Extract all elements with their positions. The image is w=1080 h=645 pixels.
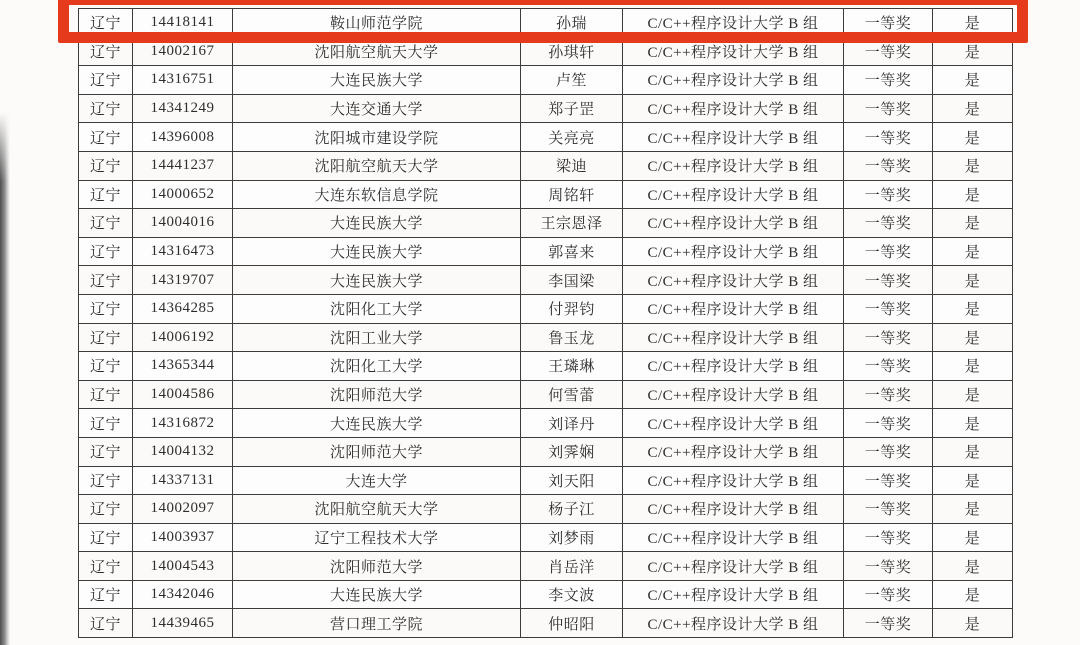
cell-province: 辽宁	[79, 266, 133, 295]
cell-event: C/C++程序设计大学 B 组	[623, 237, 844, 266]
cell-confirmed: 是	[933, 580, 1013, 609]
cell-province: 辽宁	[79, 66, 133, 95]
cell-student_id: 14004586	[133, 380, 233, 409]
cell-province: 辽宁	[79, 609, 133, 638]
cell-province: 辽宁	[79, 9, 133, 38]
cell-confirmed: 是	[933, 266, 1013, 295]
cell-province: 辽宁	[79, 523, 133, 552]
table-row	[79, 523, 1013, 552]
cell-school: 大连民族大学	[233, 266, 521, 295]
cell-confirmed: 是	[933, 552, 1013, 581]
cell-event: C/C++程序设计大学 B 组	[623, 266, 844, 295]
cell-event: C/C++程序设计大学 B 组	[623, 466, 844, 495]
table-row	[79, 123, 1013, 152]
cell-award: 一等奖	[844, 552, 933, 581]
cell-school: 大连大学	[233, 466, 521, 495]
cell-student_name: 孙瑞	[521, 9, 623, 38]
cell-award: 一等奖	[844, 237, 933, 266]
cell-confirmed: 是	[933, 495, 1013, 524]
cell-student_id: 14441237	[133, 151, 233, 180]
cell-event: C/C++程序设计大学 B 组	[623, 180, 844, 209]
cell-school: 沈阳师范大学	[233, 380, 521, 409]
award-table	[78, 8, 1013, 638]
cell-event: C/C++程序设计大学 B 组	[623, 123, 844, 152]
cell-province: 辽宁	[79, 409, 133, 438]
cell-award: 一等奖	[844, 266, 933, 295]
cell-confirmed: 是	[933, 466, 1013, 495]
table-row	[79, 437, 1013, 466]
cell-confirmed: 是	[933, 94, 1013, 123]
cell-event: C/C++程序设计大学 B 组	[623, 552, 844, 581]
table-row	[79, 495, 1013, 524]
cell-school: 大连民族大学	[233, 237, 521, 266]
cell-student_id: 14002167	[133, 37, 233, 66]
table-row	[79, 552, 1013, 581]
cell-student_id: 14364285	[133, 294, 233, 323]
cell-student_name: 杨子江	[521, 495, 623, 524]
cell-school: 沈阳工业大学	[233, 323, 521, 352]
table-row	[79, 9, 1013, 38]
cell-student_name: 卢笙	[521, 66, 623, 95]
table-row	[79, 352, 1013, 381]
cell-school: 大连民族大学	[233, 209, 521, 238]
cell-student_id: 14365344	[133, 352, 233, 381]
cell-province: 辽宁	[79, 151, 133, 180]
table-row	[79, 94, 1013, 123]
cell-school: 沈阳航空航天大学	[233, 151, 521, 180]
cell-award: 一等奖	[844, 523, 933, 552]
cell-student_name: 郑子罡	[521, 94, 623, 123]
cell-student_name: 刘译丹	[521, 409, 623, 438]
cell-event: C/C++程序设计大学 B 组	[623, 66, 844, 95]
cell-award: 一等奖	[844, 94, 933, 123]
cell-award: 一等奖	[844, 151, 933, 180]
cell-student_id: 14004543	[133, 552, 233, 581]
page-edge-shadow-fade	[0, 112, 12, 182]
cell-school: 沈阳航空航天大学	[233, 495, 521, 524]
cell-event: C/C++程序设计大学 B 组	[623, 380, 844, 409]
cell-event: C/C++程序设计大学 B 组	[623, 495, 844, 524]
cell-confirmed: 是	[933, 294, 1013, 323]
cell-student_id: 14004016	[133, 209, 233, 238]
cell-event: C/C++程序设计大学 B 组	[623, 580, 844, 609]
table-row	[79, 180, 1013, 209]
cell-student_name: 仲昭阳	[521, 609, 623, 638]
cell-student_name: 王璘琳	[521, 352, 623, 381]
cell-confirmed: 是	[933, 437, 1013, 466]
table-row	[79, 466, 1013, 495]
cell-event: C/C++程序设计大学 B 组	[623, 352, 844, 381]
table-row	[79, 151, 1013, 180]
cell-student_name: 刘梦雨	[521, 523, 623, 552]
table-row	[79, 409, 1013, 438]
cell-student_name: 王宗恩泽	[521, 209, 623, 238]
cell-student_name: 李文波	[521, 580, 623, 609]
cell-student_name: 刘天阳	[521, 466, 623, 495]
cell-award: 一等奖	[844, 580, 933, 609]
cell-award: 一等奖	[844, 352, 933, 381]
cell-event: C/C++程序设计大学 B 组	[623, 609, 844, 638]
cell-award: 一等奖	[844, 466, 933, 495]
table-row	[79, 294, 1013, 323]
cell-confirmed: 是	[933, 352, 1013, 381]
cell-student_id: 14341249	[133, 94, 233, 123]
cell-award: 一等奖	[844, 495, 933, 524]
cell-province: 辽宁	[79, 466, 133, 495]
cell-award: 一等奖	[844, 380, 933, 409]
cell-event: C/C++程序设计大学 B 组	[623, 323, 844, 352]
cell-award: 一等奖	[844, 294, 933, 323]
cell-event: C/C++程序设计大学 B 组	[623, 37, 844, 66]
cell-confirmed: 是	[933, 409, 1013, 438]
cell-student_name: 刘霁娴	[521, 437, 623, 466]
cell-event: C/C++程序设计大学 B 组	[623, 294, 844, 323]
cell-confirmed: 是	[933, 180, 1013, 209]
table-row	[79, 323, 1013, 352]
cell-award: 一等奖	[844, 323, 933, 352]
cell-award: 一等奖	[844, 180, 933, 209]
table-row	[79, 209, 1013, 238]
cell-event: C/C++程序设计大学 B 组	[623, 437, 844, 466]
cell-student_name: 肖岳洋	[521, 552, 623, 581]
cell-confirmed: 是	[933, 66, 1013, 95]
cell-province: 辽宁	[79, 437, 133, 466]
cell-confirmed: 是	[933, 9, 1013, 38]
cell-student_name: 孙琪轩	[521, 37, 623, 66]
cell-province: 辽宁	[79, 123, 133, 152]
cell-award: 一等奖	[844, 9, 933, 38]
cell-confirmed: 是	[933, 237, 1013, 266]
cell-province: 辽宁	[79, 552, 133, 581]
cell-school: 沈阳城市建设学院	[233, 123, 521, 152]
cell-award: 一等奖	[844, 409, 933, 438]
cell-confirmed: 是	[933, 380, 1013, 409]
cell-school: 大连民族大学	[233, 409, 521, 438]
cell-province: 辽宁	[79, 37, 133, 66]
cell-event: C/C++程序设计大学 B 组	[623, 94, 844, 123]
cell-event: C/C++程序设计大学 B 组	[623, 151, 844, 180]
cell-province: 辽宁	[79, 580, 133, 609]
cell-award: 一等奖	[844, 609, 933, 638]
table-row	[79, 37, 1013, 66]
cell-school: 大连东软信息学院	[233, 180, 521, 209]
cell-confirmed: 是	[933, 609, 1013, 638]
cell-province: 辽宁	[79, 380, 133, 409]
cell-award: 一等奖	[844, 123, 933, 152]
cell-province: 辽宁	[79, 180, 133, 209]
cell-confirmed: 是	[933, 523, 1013, 552]
cell-confirmed: 是	[933, 151, 1013, 180]
cell-school: 大连民族大学	[233, 580, 521, 609]
cell-province: 辽宁	[79, 237, 133, 266]
cell-event: C/C++程序设计大学 B 组	[623, 9, 844, 38]
cell-student_name: 郭喜来	[521, 237, 623, 266]
cell-student_id: 14316872	[133, 409, 233, 438]
cell-school: 沈阳化工大学	[233, 352, 521, 381]
cell-event: C/C++程序设计大学 B 组	[623, 409, 844, 438]
cell-student_id: 14316473	[133, 237, 233, 266]
cell-student_id: 14439465	[133, 609, 233, 638]
cell-student_name: 李国梁	[521, 266, 623, 295]
cell-school: 营口理工学院	[233, 609, 521, 638]
cell-student_id: 14316751	[133, 66, 233, 95]
cell-award: 一等奖	[844, 437, 933, 466]
cell-student_name: 周铭轩	[521, 180, 623, 209]
cell-student_id: 14396008	[133, 123, 233, 152]
cell-student_name: 付羿钧	[521, 294, 623, 323]
cell-school: 大连民族大学	[233, 66, 521, 95]
cell-school: 沈阳化工大学	[233, 294, 521, 323]
cell-student_id: 14004132	[133, 437, 233, 466]
cell-student_name: 鲁玉龙	[521, 323, 623, 352]
cell-student_name: 关亮亮	[521, 123, 623, 152]
cell-student_name: 梁迪	[521, 151, 623, 180]
cell-student_id: 14000652	[133, 180, 233, 209]
cell-province: 辽宁	[79, 323, 133, 352]
cell-student_id: 14319707	[133, 266, 233, 295]
cell-school: 沈阳航空航天大学	[233, 37, 521, 66]
cell-school: 沈阳师范大学	[233, 552, 521, 581]
cell-student_id: 14337131	[133, 466, 233, 495]
cell-confirmed: 是	[933, 209, 1013, 238]
cell-school: 大连交通大学	[233, 94, 521, 123]
table-row	[79, 580, 1013, 609]
cell-student_id: 14006192	[133, 323, 233, 352]
cell-confirmed: 是	[933, 323, 1013, 352]
cell-confirmed: 是	[933, 123, 1013, 152]
page-edge-shadow	[0, 112, 10, 645]
cell-award: 一等奖	[844, 209, 933, 238]
cell-school: 辽宁工程技术大学	[233, 523, 521, 552]
cell-confirmed: 是	[933, 37, 1013, 66]
table-row	[79, 380, 1013, 409]
cell-province: 辽宁	[79, 94, 133, 123]
cell-province: 辽宁	[79, 495, 133, 524]
table-row	[79, 237, 1013, 266]
cell-school: 鞍山师范学院	[233, 9, 521, 38]
cell-award: 一等奖	[844, 37, 933, 66]
cell-school: 沈阳师范大学	[233, 437, 521, 466]
cell-province: 辽宁	[79, 294, 133, 323]
cell-award: 一等奖	[844, 66, 933, 95]
table-row	[79, 609, 1013, 638]
cell-student_id: 14418141	[133, 9, 233, 38]
cell-event: C/C++程序设计大学 B 组	[623, 523, 844, 552]
cell-student_id: 14342046	[133, 580, 233, 609]
cell-event: C/C++程序设计大学 B 组	[623, 209, 844, 238]
cell-student_id: 14003937	[133, 523, 233, 552]
cell-province: 辽宁	[79, 209, 133, 238]
cell-province: 辽宁	[79, 352, 133, 381]
table-row	[79, 66, 1013, 95]
cell-student_name: 何雪蕾	[521, 380, 623, 409]
cell-student_id: 14002097	[133, 495, 233, 524]
table-row	[79, 266, 1013, 295]
